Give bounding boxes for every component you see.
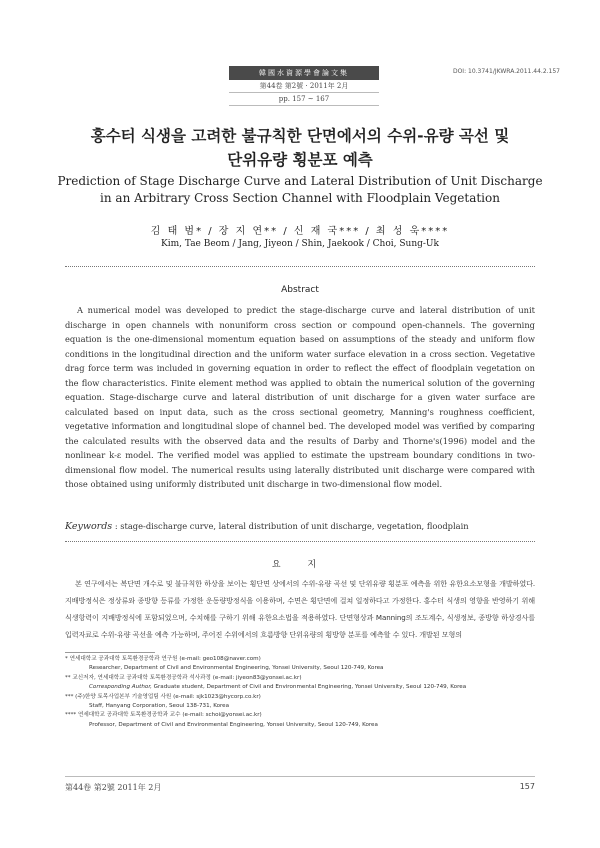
divider-top — [65, 266, 535, 267]
footnote-2-detail — [65, 683, 545, 692]
journal-info-box — [229, 66, 379, 106]
abstract-heading: Abstract — [281, 285, 319, 295]
title-korean-line1: 홍수터 식생을 고려한 불규칙한 단면에서의 수위-유량 곡선 및 — [90, 127, 510, 145]
keywords-label: Keywords — [65, 521, 113, 532]
footnote-4-detail: Professor, Department of Civil and Environmental Engineering, Yonsei University, Seoul 120-749, Korea — [89, 721, 378, 728]
korean-summary-heading: 요 지 — [271, 560, 329, 570]
author-footnotes — [65, 655, 545, 730]
footnote-3-detail: Staff, Hanyang Corporation, Seoul 138-731, Korea — [89, 703, 230, 710]
title-english-line2: in an Arbitrary Cross Section Channel with Floodplain Vegetation — [100, 191, 500, 205]
divider-middle — [65, 541, 535, 542]
footer-journal-issue: 第44卷 第2號 2011年 2月 — [65, 783, 162, 792]
footnote-1-detail: Researcher, Department of Civil and Environmental Engineering, Yonsei University, Seoul 120-749, Korea — [89, 665, 384, 672]
korean-summary-body — [65, 575, 535, 643]
footnote-1: * 연세대학교 공과대학 토목환경공학과 연구원 (e-mail: geo108@naver.com) — [65, 656, 261, 662]
footnote-2: ** 교신저자, 연세대학교 공과대학 토목환경공학과 석사과정 (e-mail: jiyeon83@yonsei.ac.kr) — [65, 674, 302, 681]
journal-volume: 第44卷 第2號 · 2011年 2月 — [229, 80, 379, 93]
title-korean-line2: 단위유량 횡분포 예측 — [227, 151, 373, 169]
corresponding-author-label: Corresponding Author, — [89, 684, 152, 691]
authors-english: Kim, Tae Beom / Jang, Jiyeon / Shin, Jaekook / Choi, Sung-Uk — [161, 239, 439, 249]
keywords — [65, 521, 545, 532]
title-english-line1: Prediction of Stage Discharge Curve and Lateral Distribution of Unit Discharge — [57, 174, 543, 188]
abstract-text: A numerical model was developed to predict the stage-discharge curve and lateral distribution of unit discharge in open channels with nonuniform cross section or compound open-channels. The governing equation is the one-dimensional momentum equation based on assumptions of the steady and uniform flow conditions in the longitudinal direction and the uniform water surface elevation in a cross section. Vegetative drag force term was included in governing equation in order to reflect the effect of floodplain vegetation on the flow characteristics. Finite element method was applied to obtain the numerical solution of the governing equation. Stage-discharge curve and lateral distribution of unit discharge for a given water surface are calculated based on input data, such as the cross sectional geometry, Manning's roughness coefficient, vegetative information and longitudinal slope of channel bed. The developed model was verified by comparing the calculated results with the observed data and the results of Darby and Thorne's(1996) model and the nonlinear k-ε model. The verified model was applied to estimate the upstream boundary conditions in two-dimensional flow model. The numerical results using laterally distributed unit discharge were compared with those obtained using uniformly distributed unit discharge in two-dimensional flow model. — [65, 305, 535, 489]
footnote-3: *** (주)한양 토목사업본부 기술영업팀 사원 (e-mail: sjk1023@hycorp.co.kr) — [65, 693, 261, 700]
journal-pages: pp. 157 ~ 167 — [229, 93, 379, 106]
footnote-2-detail-text: Graduate student, Department of Civil and Environmental Engineering, Yonsei University, Seoul 120-749, Korea — [151, 684, 467, 691]
korean-summary-text: 본 연구에서는 복단면 개수로 및 불규칙한 하상을 보이는 횡단면 상에서의 수위-유량 곡선 및 단위유량 횡분포 예측을 위한 유한요소모형을 개발하였다. 지배방정식은 정상류와 종방향 등류를 가정한 운동량방정식을 이용하며, 수면은 횡단면에 걸쳐 일정하다고 가정한다. 홍수터 식생의 영향을 반영하기 위해 식생항력이 지배방정식에 포함되었으며, 수치해를 구하기 위해 유한요소법을 적용하였다. 단면형상과 Manning의 조도계수, 식생정보, 종방향 하상경사를 입력자료로 수위-유량 곡선을 예측 가능하며, 주어진 수위에서의 흐름방향 단위유량의 횡방향 분포를 예측할 수 있다. 개발된 모형의 — [65, 579, 535, 639]
journal-name: 韓國水資源學會論文集 — [229, 66, 379, 80]
footnote-4: **** 연세대학교 공과대학 토목환경공학과 교수 (e-mail: schoi@yonsei.ac.kr) — [65, 712, 262, 719]
doi-link[interactable]: DOI: 10.3741/JKWRA.2011.44.2.157 — [452, 68, 560, 75]
footnote-rule — [65, 652, 155, 653]
footer-rule — [65, 776, 535, 777]
authors-korean: 김 태 범* / 장 지 연** / 신 재 국*** / 최 성 욱**** — [150, 226, 450, 237]
page-number: 157 — [519, 782, 535, 791]
abstract-body — [65, 303, 535, 492]
keywords-text: : stage-discharge curve, lateral distribution of unit discharge, vegetation, floodplain — [114, 521, 469, 531]
